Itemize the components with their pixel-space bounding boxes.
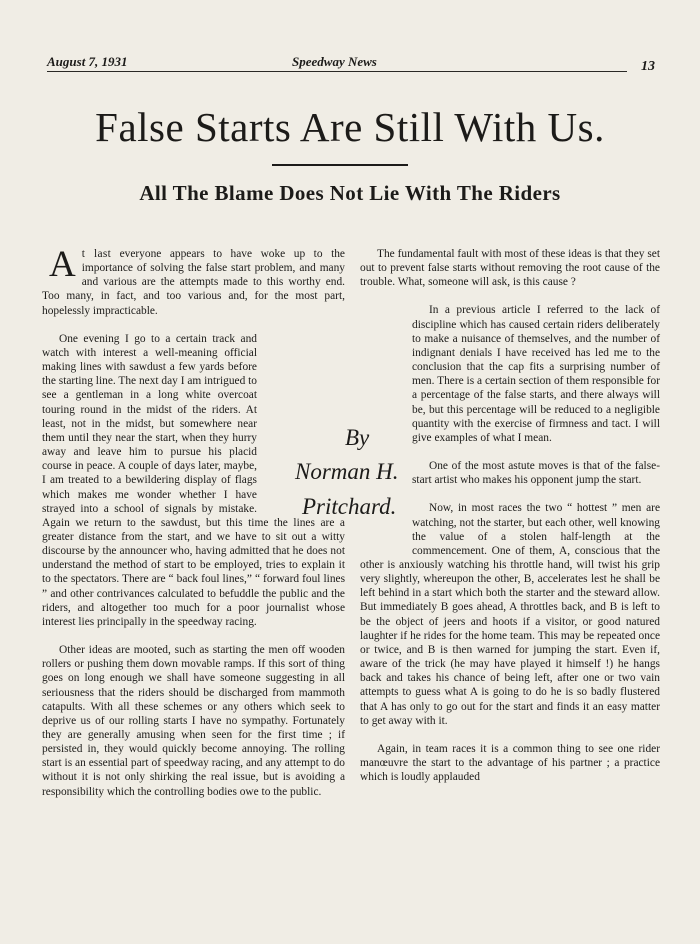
- paragraph-2-text: One evening I go to a certain track and watch with interest a well-meaning official making lines with sawdust a few yards before the starting line. The next day I am intrigued to see a gentleman in a long white overcoat touring round in the midst of the riders. At least, not in the midst, but somewhere near them until they near the start, when they hurry away and leave him to pursue his placid course in peace. A couple of days later, maybe, I am treated to a bewildering display of flags which makes me wonder whether I have strayed into a school of signals by mistake. Again we return to the sawdust, but this time the lines are a greater distance from the start, and we have to sit out a witty discourse by the announcer who, having admitted that he does not understand the method of start to be employed, tries to explain it to the spectators. There are “ back foul lines,” “ forward foul lines ” and other contrivances calculated to befuddle the public and the riders, and altogether too much for a poor journalist whose interest lies principally in the speedway racing.: [42, 332, 345, 628]
- title-divider: [272, 164, 408, 166]
- paragraph-5-text: In a previous article I referred to the lack of discipline which has caused certain riders deliberately to make a nuisance of themselves, and the number of indignant denials I have received has led me to the conclusion that the cap fits a surprising number of men. There is a certain section of them responsible for a percentage of the false starts, and there always will be, but this percentage will be reduced to a negligible quantity with the exercise of firmness and tact. I will give examples of what I mean.: [412, 304, 660, 444]
- drop-cap: A: [49, 244, 76, 285]
- paragraph-1-text: everyone appears to have woke up to the importance of solving the false start problem, and many and various are the attempts made to this worthy end. Too many, in fact, and too various and, for the most part, hopelessly impracticable.: [42, 248, 345, 317]
- paragraph-7: Now, in most races the two “ hottest ” men are watching, not the starter, but each other, well knowing the value of a stolen half-length at the commencement. One of them, A, conscious that the other is anxiously watching his throttle hand, will twist his grip very slightly, whereupon the other, B, accelerates lest he shall be left behind in a start which both the starter and the steward allow. But immediately B goes ahead, A throttles back, and B is left to be the object of jeers and hoots if a visitor, or good natured laughter if he rides for the home team. This may be repeated once or twice, and B is then warned for jumping the start. Even if, aware of the trick (he may have played it himself !) he hangs back and takes his chance of being left, after one or two vain attempts to guess what A is going to do he is so badly flustered that A has only to go out for the start and finds it an easy matter to get away with it.: [360, 502, 660, 727]
- paragraph-5: [360, 303, 660, 445]
- article-title: False Starts Are Still With Us.: [95, 104, 605, 150]
- publication-name: Speedway News: [292, 54, 377, 69]
- right-column: [360, 247, 660, 798]
- paragraph-1-lead: t last: [81, 248, 112, 260]
- running-header: [47, 54, 657, 76]
- left-column: [42, 244, 345, 813]
- paragraph-4: The fundamental fault with most of these ideas is that they set out to prevent false starts without removing the root cause of the trouble. What, someone will ask, is this cause ?: [360, 248, 660, 289]
- byline-by: By: [345, 425, 370, 450]
- paragraph-6: One of the most astute moves is that of the false-start artist who makes his opponent jump the start.: [412, 460, 660, 487]
- page-number: 13: [641, 59, 655, 74]
- issue-date: August 7, 1931: [47, 54, 128, 69]
- article-subtitle: All The Blame Does Not Lie With The Riders: [139, 181, 561, 205]
- paragraph-8: Again, in team races it is a common thing to see one rider manœuvre the start to the advantage of his partner ; a practice which is loudly applauded: [360, 742, 660, 784]
- author-first-name: Norman H.: [295, 459, 399, 484]
- header-rule: [47, 71, 627, 72]
- paragraph-3: Other ideas are mooted, such as starting the men off wooden rollers or pushing them down movable ramps. If this sort of thing goes on long enough we shall have someone suggesting in all seriousness that the riders should be discharged from mammoth catapults. With all these schemes or any others which seek to deprive us of our rolling starts I have no sympathy. Fortunately they are generally amusing when seen for the first time ; if persisted in, they would quickly become annoying. The rolling start is an essential part of speedway racing, and any attempt to do without it is not only shirking the real issue, but is avoiding a responsibility which the controlling bodies owe to the public.: [42, 644, 345, 798]
- author-last-name: Pritchard.: [302, 494, 397, 519]
- paragraph-1: [42, 244, 345, 318]
- byline-inset-space-right: [360, 343, 410, 553]
